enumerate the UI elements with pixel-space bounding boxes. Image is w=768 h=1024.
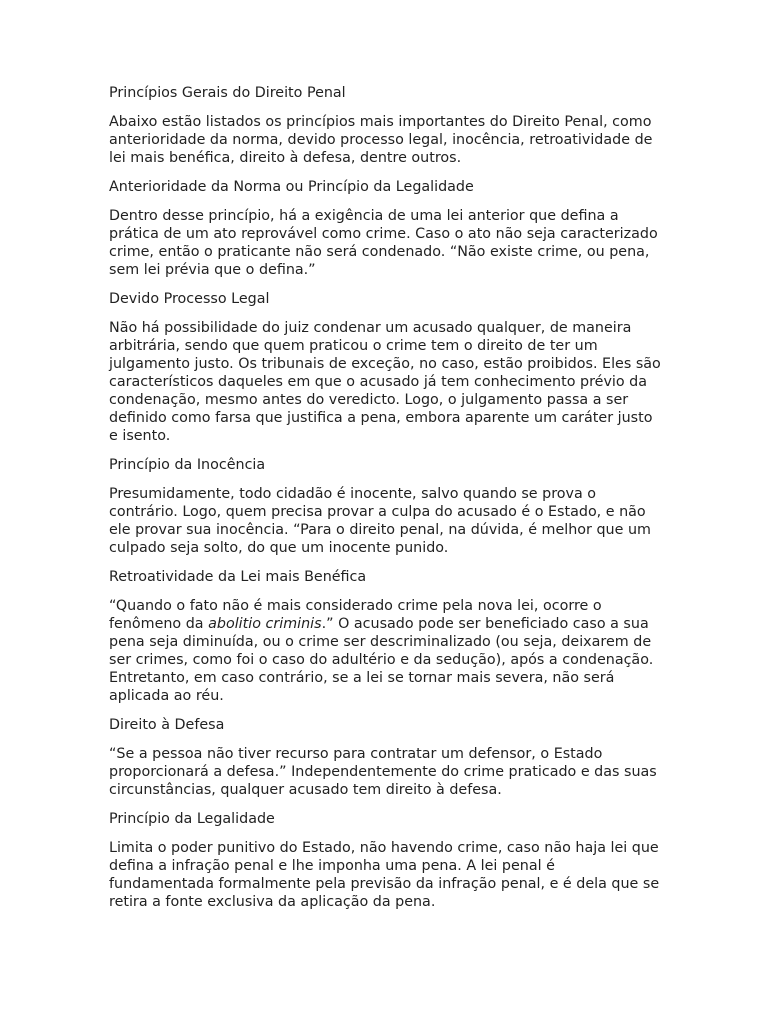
section-heading-defesa: Direito à Defesa (109, 717, 225, 733)
section-heading-retroatividade: Retroatividade da Lei mais Benéfica (109, 569, 367, 585)
section-heading-anterioridade: Anterioridade da Norma ou Princípio da Legalidade (109, 179, 474, 195)
retroatividade-text-after: .” O acusado pode ser beneficiado caso a sua pena seja diminuída, ou o crime ser descriminalizado (ou seja, deixarem de ser crimes, como foi o caso do adultério e da sedução), após a condenação. Entretanto, em caso contrário, se a lei se tornar mais severa, não será aplicada ao réu. (109, 616, 654, 704)
document-content (109, 84, 664, 922)
section-heading-inocencia: Princípio da Inocência (109, 457, 266, 473)
section-body-anterioridade: Dentro desse princípio, há a exigência de uma lei anterior que defina a prática de um ato reprovável como crime. Caso o ato não seja caracterizado crime, então o praticante não será condenado. “Não existe crime, ou pena, sem lei prévia que o defina.” (109, 208, 658, 278)
section-heading-legalidade: Princípio da Legalidade (109, 811, 275, 827)
section-body-retroatividade (109, 597, 664, 705)
section-body-defesa: “Se a pessoa não tiver recurso para contratar um defensor, o Estado proporcionará a defesa.” Independentemente do crime praticado e das suas circunstâncias, qualquer acusado tem direito à defesa. (109, 746, 657, 798)
section-body-inocencia: Presumidamente, todo cidadão é inocente, salvo quando se prova o contrário. Logo, quem precisa provar a culpa do acusado é o Estado, e não ele provar sua inocência. “Para o direito penal, na dúvida, é melhor que um culpado seja solto, do que um inocente punido. (109, 486, 651, 556)
document-title: Princípios Gerais do Direito Penal (109, 85, 346, 101)
section-body-devido-processo: Não há possibilidade do juiz condenar um acusado qualquer, de maneira arbitrária, sendo que quem praticou o crime tem o direito de ter um julgamento justo. Os tribunais de exceção, no caso, estão proibidos. Eles são característicos daqueles em que o acusado já tem conhecimento prévio da condenação, mesmo antes do veredicto. Logo, o julgamento passa a ser definido como farsa que justifica a pena, embora aparente um caráter justo e isento. (109, 320, 661, 444)
intro-paragraph: Abaixo estão listados os princípios mais importantes do Direito Penal, como anterioridade da norma, devido processo legal, inocência, retroatividade de lei mais benéfica, direito à defesa, dentre outros. (109, 114, 653, 166)
section-body-legalidade: Limita o poder punitivo do Estado, não havendo crime, caso não haja lei que defina a infração penal e lhe imponha uma pena. A lei penal é fundamentada formalmente pela previsão da infração penal, e é dela que se retira a fonte exclusiva da aplicação da pena. (109, 840, 660, 910)
retroatividade-text-before: “Quando o fato não é mais considerado crime pela nova lei, ocorre o fenômeno da (109, 598, 602, 632)
section-heading-devido-processo: Devido Processo Legal (109, 291, 270, 307)
retroatividade-italic-term: abolitio criminis (208, 616, 322, 632)
